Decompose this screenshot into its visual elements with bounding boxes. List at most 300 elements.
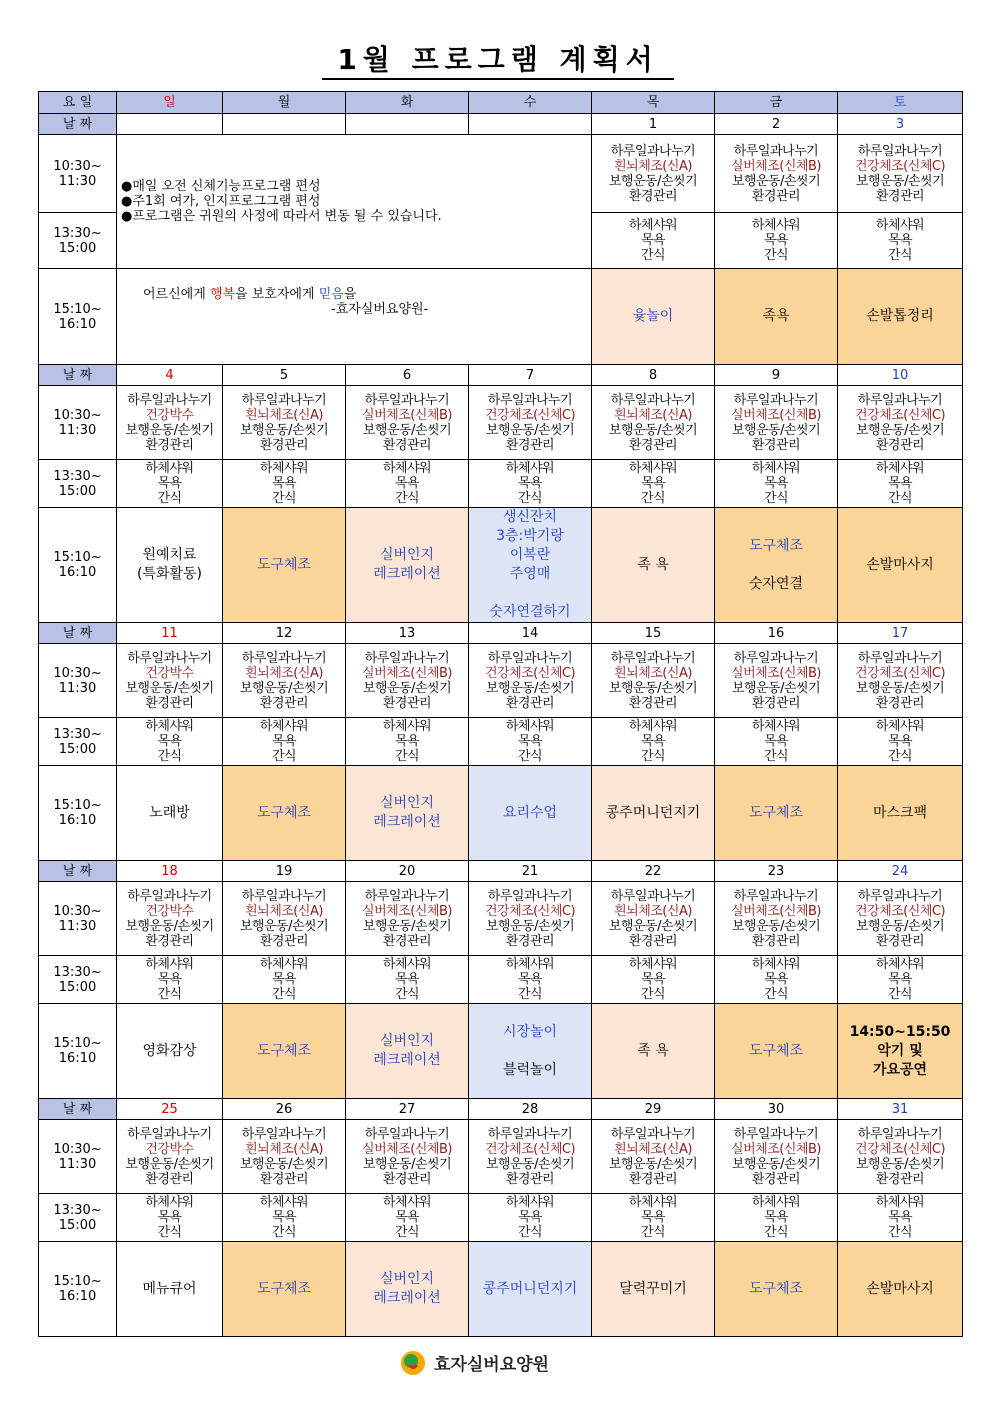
activity-line: 보행운동/손씻기 — [731, 918, 821, 934]
activity-line: 간식 — [517, 1225, 543, 1240]
date-row — [39, 1099, 963, 1120]
afternoon-activity-sun — [117, 460, 223, 508]
activity-line: 환경관리 — [259, 695, 309, 711]
slogan-line-1 — [117, 287, 591, 302]
afternoon-activity-sun — [117, 1194, 223, 1242]
activity-line: 간식 — [394, 1225, 420, 1240]
activity-line: 달력꾸미기 — [619, 1280, 687, 1297]
date-cell: 8 — [592, 365, 715, 386]
activity-line: 하체샤워 — [875, 461, 925, 476]
time-text: 16:10 — [58, 316, 97, 332]
activity-line: 건강체조(신체C) — [854, 407, 946, 423]
slogan-spacer — [117, 317, 591, 347]
date-cell: 31 — [838, 1099, 963, 1120]
activity-line: 윷놀이 — [632, 308, 674, 324]
date-row — [39, 861, 963, 882]
time-text: 16:10 — [58, 1051, 97, 1066]
late-activity-wed — [469, 1242, 592, 1337]
activity-line: 간식 — [157, 987, 182, 1002]
activity-line: 간식 — [763, 1225, 789, 1240]
time-text: 10:30~ — [53, 1141, 102, 1157]
late-activity-sat — [838, 269, 963, 365]
late-activity-sat — [838, 1242, 963, 1337]
morning-activity-wed — [469, 386, 592, 460]
activity-line: 하루일과나누기 — [487, 650, 573, 666]
date-cell: 17 — [838, 623, 963, 644]
time-afternoon — [39, 460, 117, 508]
activity-line: 도구체조 — [256, 556, 312, 573]
activity-line: 주영매 — [509, 566, 551, 582]
date-label: 날 짜 — [39, 365, 117, 386]
afternoon-activity-fri — [715, 1194, 838, 1242]
activity-line: 하체샤워 — [751, 957, 801, 972]
activity-line: 하루일과나누기 — [127, 650, 212, 666]
activity-line: 보행운동/손씻기 — [239, 918, 329, 934]
morning-activity-tue — [346, 1120, 469, 1194]
date-cell: 11 — [117, 623, 223, 644]
late-activity-tue — [346, 1242, 469, 1337]
date-cell: 14 — [469, 623, 592, 644]
activity-line: 실버체조(신체B) — [362, 665, 452, 681]
activity-line: 환경관리 — [259, 1171, 309, 1187]
activity-line: 보행운동/손씻기 — [608, 918, 698, 934]
activity-line: 환경관리 — [628, 188, 678, 204]
morning-activity-sat — [838, 644, 963, 718]
afternoon-row — [39, 1194, 963, 1242]
activity-line: 환경관리 — [145, 1171, 194, 1187]
activity-line: 하루일과나누기 — [127, 888, 212, 904]
afternoon-activity-fri — [715, 460, 838, 508]
activity-line: 목욕 — [157, 1210, 182, 1225]
time-text: 15:10~ — [53, 1036, 102, 1051]
activity-line: 보행운동/손씻기 — [485, 918, 575, 934]
afternoon-activity-tue — [346, 460, 469, 508]
activity-line: 하체샤워 — [259, 719, 309, 734]
activity-line: 간식 — [640, 1225, 666, 1240]
slogan-text: 을 보호자에게 — [235, 286, 319, 302]
late-activity-wed — [469, 508, 592, 623]
afternoon-activity-sun — [117, 718, 223, 766]
activity-line: 보행운동/손씻기 — [731, 173, 821, 189]
activity-line: 하루일과나누기 — [487, 1126, 573, 1142]
morning-row — [39, 135, 963, 213]
activity-line: 환경관리 — [259, 437, 309, 453]
activity-line: 영화감상 — [142, 1042, 197, 1059]
late-activity-sun — [117, 508, 223, 623]
activity-line: 목욕 — [763, 1210, 789, 1225]
page-title: 1월 프로그램 계획서 — [322, 42, 674, 80]
late-activity-thu — [592, 1242, 715, 1337]
activity-line: 보행운동/손씻기 — [855, 680, 945, 696]
activity-line: 보행운동/손씻기 — [855, 422, 945, 438]
activity-line: 도구체조 — [256, 1042, 312, 1059]
activity-line: 환경관리 — [751, 933, 801, 949]
activity-line: 간식 — [763, 491, 789, 506]
activity-line: 보행운동/손씻기 — [239, 1156, 329, 1172]
activity-line: 보행운동/손씻기 — [608, 1156, 698, 1172]
activity-line: (특화활동) — [136, 566, 203, 582]
activity-line: 목욕 — [887, 734, 913, 749]
afternoon-activity-tue — [346, 956, 469, 1004]
activity-line: 보행운동/손씻기 — [855, 918, 945, 934]
activity-line: 환경관리 — [628, 933, 678, 949]
late-activity-sat — [838, 766, 963, 861]
time-text: 15:00 — [58, 979, 97, 995]
morning-activity-fri — [715, 386, 838, 460]
afternoon-activity-wed — [469, 956, 592, 1004]
morning-activity-mon — [223, 882, 346, 956]
activity-line: 간식 — [763, 987, 789, 1002]
activity-line: 환경관리 — [382, 695, 432, 711]
activity-line: 하루일과나누기 — [733, 888, 819, 904]
activity-line: 환경관리 — [751, 188, 801, 204]
activity-line: 목욕 — [394, 972, 420, 987]
afternoon-activity-mon — [223, 460, 346, 508]
afternoon-activity-thu — [592, 213, 715, 269]
late-activity-thu — [592, 766, 715, 861]
activity-line: 건강체조(신체C) — [484, 1141, 576, 1157]
slogan-text: 을 — [343, 286, 357, 302]
activity-line: 시장놀이 — [502, 1023, 558, 1040]
time-text: 10:30~ — [53, 665, 102, 681]
late-activity-wed — [469, 766, 592, 861]
activity-line: 3층:박기랑 — [496, 528, 564, 544]
activity-line: 건강체조(신체C) — [854, 1141, 946, 1157]
morning-activity-sat — [838, 882, 963, 956]
activity-line: 보행운동/손씻기 — [125, 1156, 214, 1172]
activity-line: 환경관리 — [751, 437, 801, 453]
activity-line: 실버인지 — [379, 795, 435, 811]
late-activity-tue — [346, 766, 469, 861]
afternoon-activity-sat — [838, 718, 963, 766]
time-text: 10:30~ — [53, 158, 102, 174]
activity-line: 하루일과나누기 — [857, 392, 943, 408]
activity-line: 하루일과나누기 — [610, 143, 696, 159]
activity-line: 하루일과나누기 — [610, 650, 696, 666]
morning-row — [39, 386, 963, 460]
activity-line: 하루일과나누기 — [364, 1126, 450, 1142]
activity-line: 보행운동/손씻기 — [125, 680, 214, 696]
activity-line: 흰뇌체조(신A) — [245, 665, 323, 681]
activity-line: 실버체조(신체B) — [731, 407, 821, 423]
activity-line: 건강체조(신체C) — [854, 903, 946, 919]
activity-line: 하루일과나누기 — [857, 1126, 943, 1142]
time-text: 15:10~ — [53, 798, 102, 813]
morning-activity-wed — [469, 1120, 592, 1194]
time-late — [39, 1004, 117, 1099]
morning-row — [39, 882, 963, 956]
date-cell: 28 — [469, 1099, 592, 1120]
activity-line: 보행운동/손씻기 — [485, 1156, 575, 1172]
activity-line: 하루일과나누기 — [364, 650, 450, 666]
slogan-line-2: -효자실버요양원- — [331, 301, 429, 317]
date-cell: 18 — [117, 861, 223, 882]
activity-line: 하체샤워 — [628, 1195, 678, 1210]
date-cell: 9 — [715, 365, 838, 386]
activity-line: 목욕 — [887, 233, 913, 248]
activity-line: 실버체조(신체B) — [731, 903, 821, 919]
morning-activity-thu — [592, 644, 715, 718]
morning-activity-fri — [715, 135, 838, 213]
activity-line: 하루일과나누기 — [364, 888, 450, 904]
afternoon-activity-thu — [592, 956, 715, 1004]
date-cell: 16 — [715, 623, 838, 644]
activity-line: 목욕 — [157, 734, 182, 749]
morning-activity-wed — [469, 882, 592, 956]
late-activity-thu — [592, 1004, 715, 1099]
activity-line: 실버체조(신체B) — [731, 665, 821, 681]
activity-line: 도구체조 — [748, 1042, 804, 1059]
activity-line: 흰뇌체조(신A) — [614, 1141, 692, 1157]
date-cell: 6 — [346, 365, 469, 386]
activity-line: 하체샤워 — [875, 957, 925, 972]
afternoon-row — [39, 718, 963, 766]
activity-line: 목욕 — [763, 734, 789, 749]
activity-line: 실버체조(신체B) — [362, 903, 452, 919]
morning-activity-sun — [117, 386, 223, 460]
afternoon-row — [39, 956, 963, 1004]
activity-line: 보행운동/손씻기 — [125, 918, 214, 934]
activity-line: 간식 — [271, 987, 297, 1002]
activity-line: 족 욕 — [637, 1042, 669, 1059]
activity-line — [469, 1042, 591, 1061]
activity-line: 블럭놀이 — [502, 1061, 558, 1078]
activity-line: 목욕 — [271, 1210, 297, 1225]
activity-line: 목욕 — [640, 972, 666, 987]
activity-line: 보행운동/손씻기 — [362, 1156, 452, 1172]
activity-line: 목욕 — [887, 476, 913, 491]
afternoon-activity-sun — [117, 956, 223, 1004]
date-cell: 23 — [715, 861, 838, 882]
activity-line: 건강박수 — [145, 1141, 194, 1157]
activity-line: 하체샤워 — [145, 461, 194, 476]
morning-activity-tue — [346, 882, 469, 956]
time-late — [39, 1242, 117, 1337]
activity-line: 하체샤워 — [628, 218, 678, 233]
date-cell: 2 — [715, 114, 838, 135]
date-label: 날 짜 — [39, 861, 117, 882]
time-text: 15:00 — [58, 1217, 97, 1233]
date-cell — [346, 114, 469, 135]
activity-line: 간식 — [394, 987, 420, 1002]
activity-line: 환경관리 — [505, 933, 555, 949]
activity-line: 실버체조(신체B) — [731, 1141, 821, 1157]
activity-line: 족욕 — [762, 308, 790, 324]
activity-line: 도구체조 — [256, 1280, 312, 1297]
notice-line: ●프로그램은 귀원의 사정에 따라서 변동 될 수 있습니다. — [121, 209, 442, 224]
activity-line: 하체샤워 — [505, 957, 555, 972]
time-text: 13:30~ — [53, 964, 102, 980]
activity-line: 족 욕 — [637, 556, 669, 573]
activity-line: 간식 — [394, 491, 420, 506]
time-text: 15:10~ — [53, 550, 102, 565]
activity-line: 흰뇌체조(신A) — [245, 1141, 323, 1157]
time-afternoon — [39, 956, 117, 1004]
time-morning — [39, 644, 117, 718]
activity-line: 환경관리 — [505, 437, 555, 453]
activity-line: 하체샤워 — [505, 461, 555, 476]
morning-activity-thu — [592, 386, 715, 460]
activity-line: 하루일과나누기 — [857, 650, 943, 666]
activity-line: 목욕 — [517, 734, 543, 749]
activity-line: 콩주머니던지기 — [605, 804, 701, 821]
date-cell: 3 — [838, 114, 963, 135]
morning-row — [39, 1120, 963, 1194]
activity-line: 간식 — [640, 749, 666, 764]
activity-line: 흰뇌체조(신A) — [245, 407, 323, 423]
slogan-text: 어르신에게 — [143, 286, 210, 302]
time-late — [39, 508, 117, 623]
activity-line: 간식 — [157, 1225, 182, 1240]
slogan-trust: 믿음 — [318, 286, 344, 302]
activity-line: 하체샤워 — [751, 461, 801, 476]
date-label: 날 짜 — [39, 114, 117, 135]
date-cell: 26 — [223, 1099, 346, 1120]
afternoon-activity-sat — [838, 1194, 963, 1242]
afternoon-activity-tue — [346, 718, 469, 766]
notice-line: ●주1회 여가, 인지프로그그램 편성 — [121, 194, 321, 209]
time-text: 16:10 — [58, 813, 97, 828]
activity-line: 목욕 — [394, 476, 420, 491]
time-morning — [39, 882, 117, 956]
time-morning — [39, 135, 117, 213]
time-text: 13:30~ — [53, 1202, 102, 1218]
weekday-header-row — [39, 92, 963, 114]
activity-line: 건강박수 — [145, 407, 194, 423]
activity-line: 보행운동/손씻기 — [855, 173, 945, 189]
activity-line: 도구체조 — [748, 537, 804, 554]
activity-line: 메뉴큐어 — [142, 1280, 197, 1297]
activity-line: 흰뇌체조(신A) — [614, 903, 692, 919]
activity-line: 간식 — [887, 987, 913, 1002]
activity-line: 건강체조(신체C) — [854, 158, 946, 174]
activity-line: 레크레이션 — [373, 566, 441, 582]
activity-line: 간식 — [763, 749, 789, 764]
activity-line: 하루일과나누기 — [487, 392, 573, 408]
activity-line: 보행운동/손씻기 — [362, 422, 452, 438]
morning-row — [39, 644, 963, 718]
activity-line: 하루일과나누기 — [610, 1126, 696, 1142]
date-row — [39, 114, 963, 135]
activity-line: 목욕 — [640, 476, 666, 491]
activity-line: 이복란 — [509, 547, 551, 563]
activity-line: 하루일과나누기 — [610, 392, 696, 408]
time-text: 16:10 — [58, 565, 97, 580]
activity-line: 숫자연결하기 — [489, 604, 571, 620]
activity-line: 환경관리 — [875, 437, 925, 453]
activity-line: 환경관리 — [751, 1171, 801, 1187]
late-activity-sun — [117, 1242, 223, 1337]
activity-line: 하루일과나누기 — [733, 392, 819, 408]
afternoon-activity-mon — [223, 718, 346, 766]
activity-line: 생신잔치 — [502, 509, 558, 525]
late-activity-thu — [592, 269, 715, 365]
date-row — [39, 365, 963, 386]
activity-line: 도구체조 — [748, 804, 804, 821]
time-morning — [39, 386, 117, 460]
activity-line: 하체샤워 — [145, 1195, 194, 1210]
late-activity-sat — [838, 508, 963, 623]
activity-line: 보행운동/손씻기 — [731, 680, 821, 696]
activity-line: 하루일과나누기 — [610, 888, 696, 904]
date-label: 날 짜 — [39, 1099, 117, 1120]
program-schedule-table — [38, 91, 963, 1337]
time-text: 11:30 — [58, 173, 97, 189]
activity-line: 건강체조(신체C) — [484, 665, 576, 681]
activity-line: 하체샤워 — [382, 957, 432, 972]
time-morning — [39, 1120, 117, 1194]
activity-line: 원예치료 — [142, 547, 197, 563]
date-cell: 12 — [223, 623, 346, 644]
activity-line: 마스크팩 — [872, 804, 928, 821]
activity-line: 목욕 — [763, 972, 789, 987]
activity-line: 하체샤워 — [751, 719, 801, 734]
activity-line: 목욕 — [640, 734, 666, 749]
late-activity-fri — [715, 508, 838, 623]
weekday-label: 요 일 — [39, 92, 117, 114]
late-activity-mon — [223, 1242, 346, 1337]
time-text: 11:30 — [58, 422, 97, 438]
time-afternoon — [39, 718, 117, 766]
late-afternoon-row — [39, 1004, 963, 1099]
morning-activity-sun — [117, 644, 223, 718]
activity-line: 간식 — [763, 248, 789, 263]
date-cell: 20 — [346, 861, 469, 882]
date-cell: 10 — [838, 365, 963, 386]
activity-line: 건강체조(신체C) — [854, 665, 946, 681]
activity-line: 간식 — [394, 749, 420, 764]
activity-line: 하체샤워 — [751, 218, 801, 233]
late-activity-thu — [592, 508, 715, 623]
time-text: 15:00 — [58, 240, 97, 256]
facility-logo-icon — [398, 1347, 428, 1377]
time-late — [39, 766, 117, 861]
activity-line: 환경관리 — [875, 695, 925, 711]
activity-line: 환경관리 — [628, 437, 678, 453]
activity-line: 하체샤워 — [145, 957, 194, 972]
late-activity-tue — [346, 1004, 469, 1099]
activity-line: 환경관리 — [751, 695, 801, 711]
activity-line: 목욕 — [517, 476, 543, 491]
activity-line: 간식 — [517, 491, 543, 506]
activity-line: 간식 — [887, 749, 913, 764]
activity-line: 레크레이션 — [373, 1052, 441, 1068]
activity-line: 간식 — [640, 491, 666, 506]
activity-line: 악기 및 — [877, 1042, 923, 1059]
activity-line: 실버인지 — [379, 547, 435, 563]
activity-line: 실버체조(신체B) — [362, 407, 452, 423]
activity-line: 목욕 — [763, 476, 789, 491]
activity-line: 목욕 — [640, 1210, 666, 1225]
morning-activity-tue — [346, 644, 469, 718]
late-afternoon-row — [39, 766, 963, 861]
late-activity-fri — [715, 269, 838, 365]
weekday-fri: 금 — [715, 92, 838, 114]
late-activity-sun — [117, 766, 223, 861]
activity-line: 실버체조(신체B) — [731, 158, 821, 174]
morning-activity-tue — [346, 386, 469, 460]
weekday-sat: 토 — [838, 92, 963, 114]
activity-line: 하루일과나누기 — [487, 888, 573, 904]
late-activity-fri — [715, 766, 838, 861]
weekday-mon: 월 — [223, 92, 346, 114]
date-cell: 7 — [469, 365, 592, 386]
date-cell: 30 — [715, 1099, 838, 1120]
activity-line: 보행운동/손씻기 — [485, 680, 575, 696]
late-afternoon-row — [39, 1242, 963, 1337]
activity-line: 흰뇌체조(신A) — [614, 407, 692, 423]
morning-activity-sun — [117, 882, 223, 956]
